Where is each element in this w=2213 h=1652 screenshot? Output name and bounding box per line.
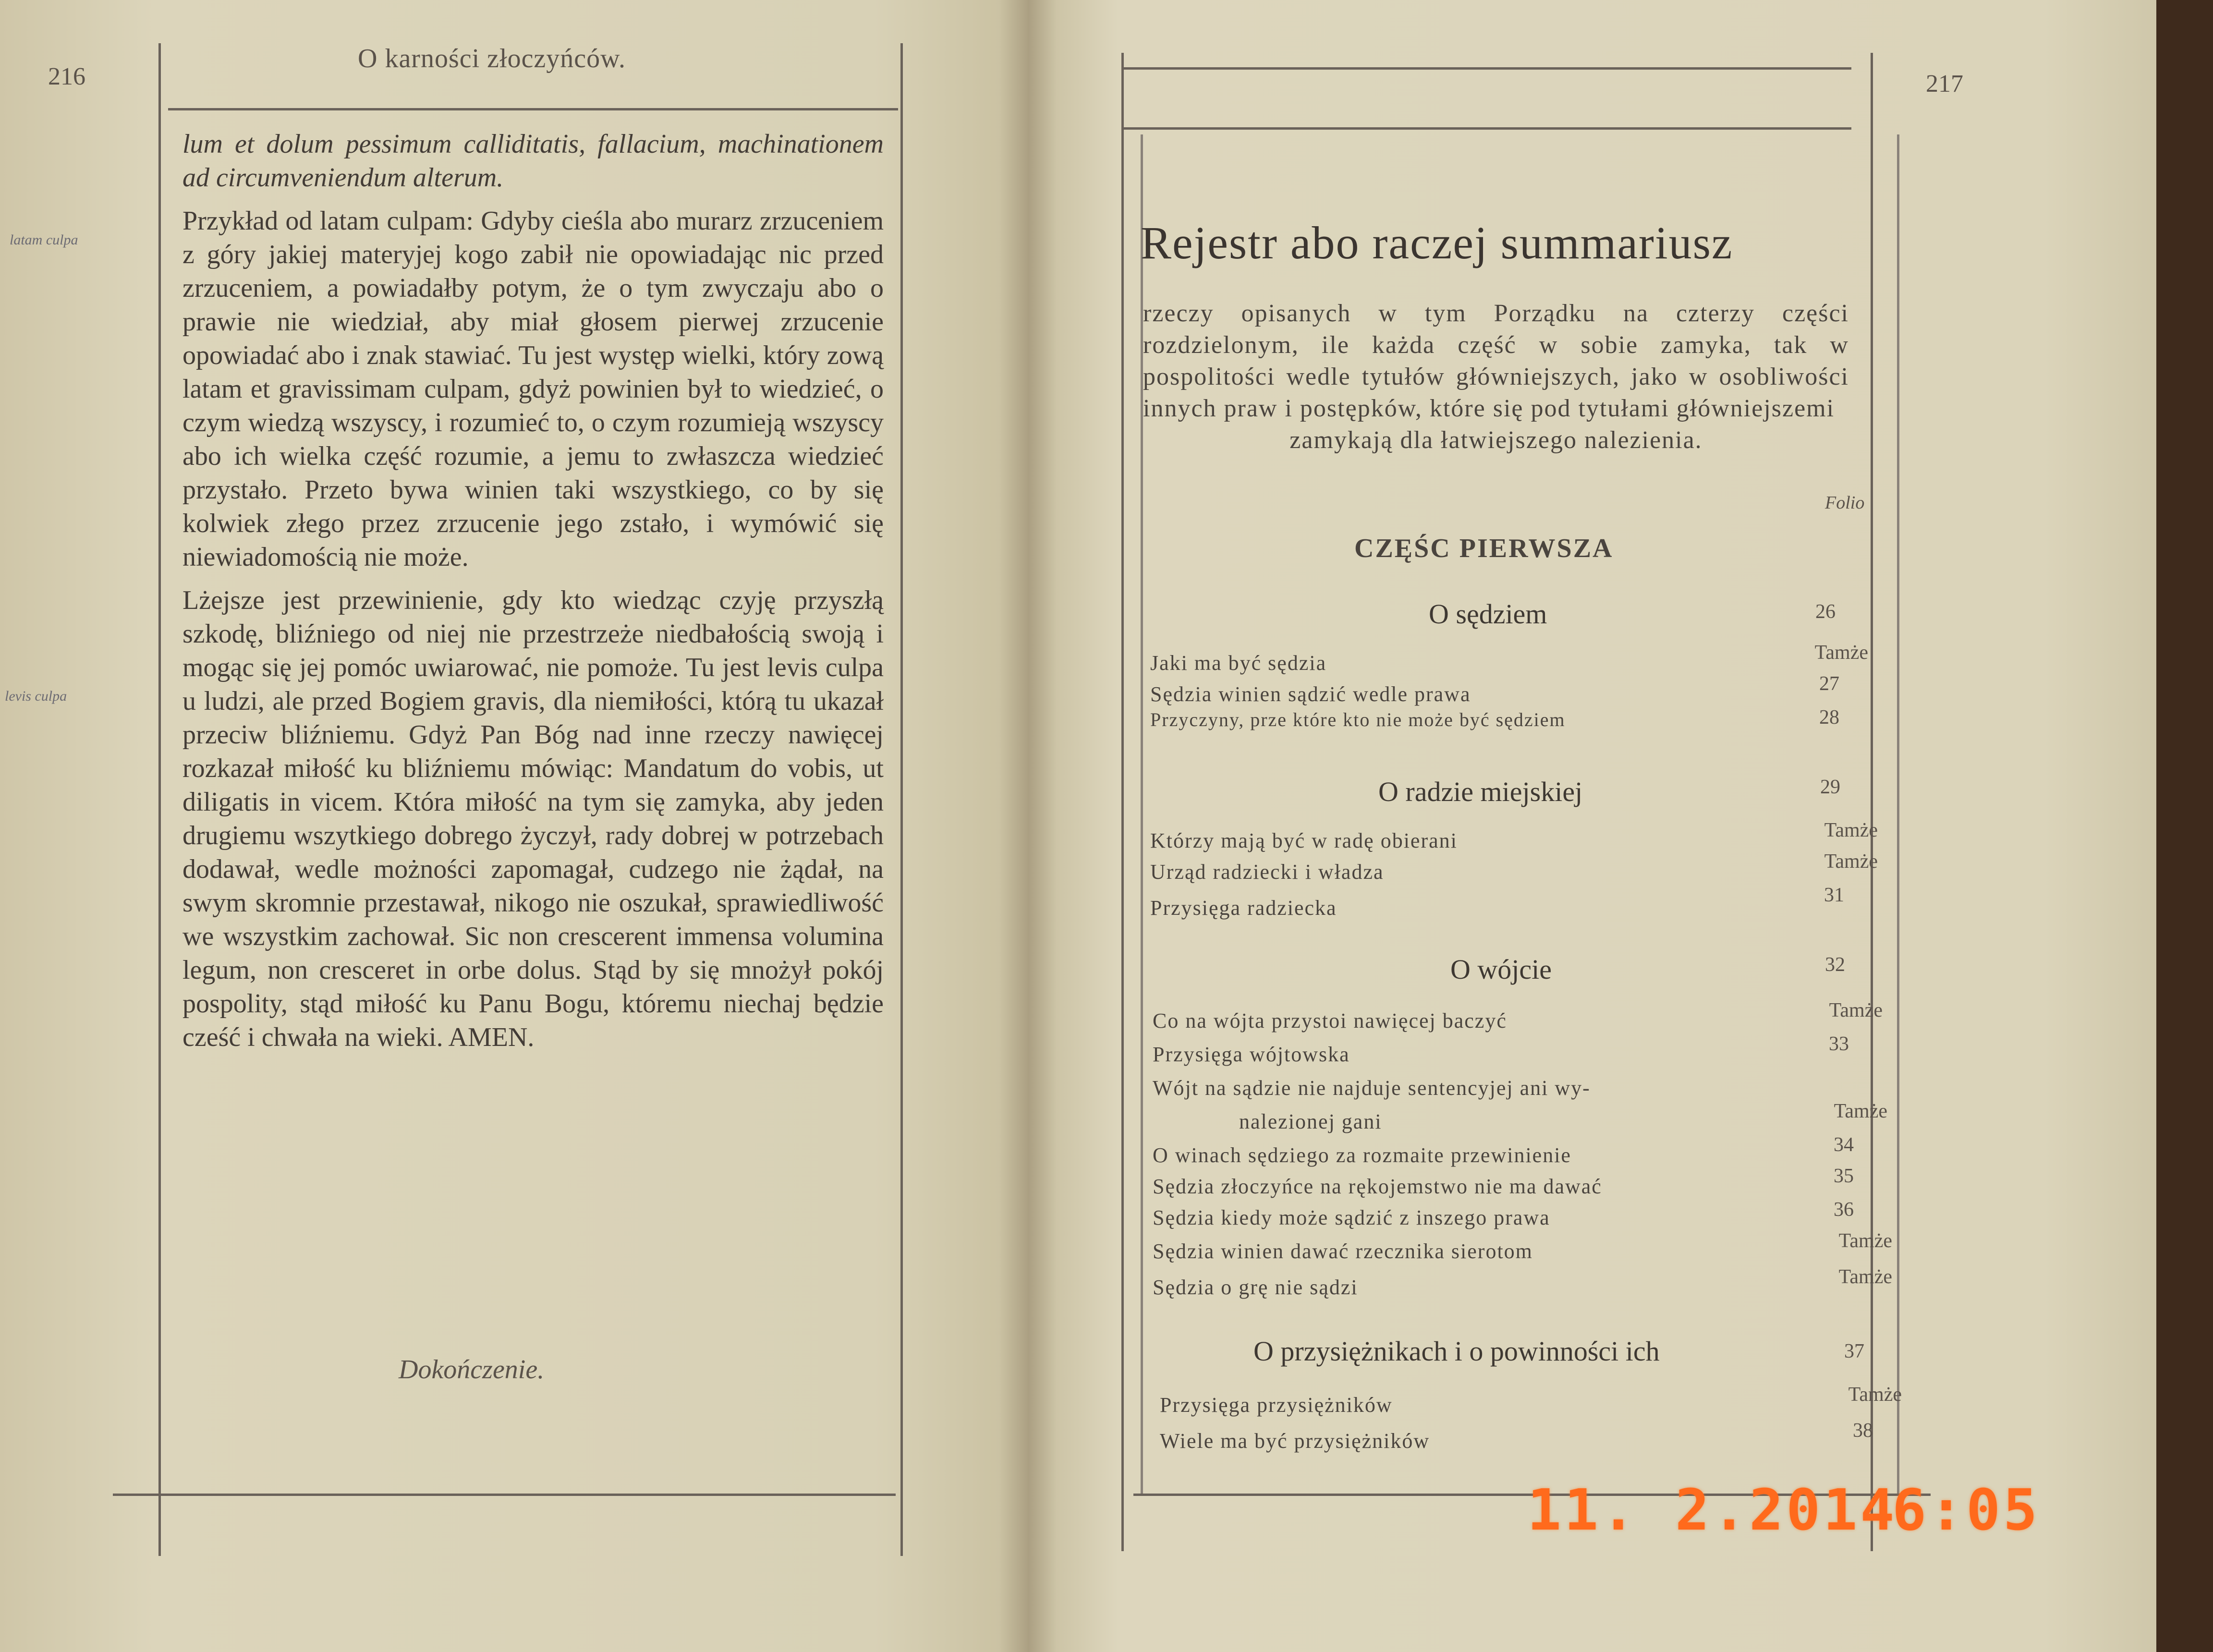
folio-label: Folio (1825, 493, 1865, 513)
entry-4-1: Przysięga przysiężników (1160, 1393, 1393, 1417)
entry-2-3: Przysięga radziecka (1150, 896, 1337, 920)
section-number-3: 32 (1825, 954, 1845, 976)
entry-3-7-value: 36 (1834, 1199, 1854, 1221)
entry-3-8-value: Tamże (1838, 1230, 1892, 1252)
entry-4-2-value: 38 (1853, 1420, 1873, 1442)
entry-3-6: Sędzia złoczyńce na rękojemstwo nie ma dawać (1153, 1175, 1602, 1198)
left-header-rule (168, 108, 898, 110)
book-gutter (999, 0, 1057, 1652)
entry-3-9: Sędzia o grę nie sądzi (1153, 1275, 1358, 1299)
entry-2-2-value: Tamże (1824, 850, 1878, 873)
entry-3-6-value: 35 (1834, 1165, 1854, 1187)
entry-3-1-value: Tamże (1829, 999, 1883, 1021)
left-footer-rule (113, 1494, 896, 1496)
section-heading-1: O sędziem (1429, 598, 1547, 630)
paragraph-3: Lżejsze jest przewinienie, gdy kto wiedząc czyję przyszłą szkodę, bliźniego od niej nie przestrzeże niedbałością swoją i mogąc się jej pomóc uwiarować, nie pomoże. Tu jest levis culpa u ludzi, ale przed Bogiem gravis, dla niemiłości, którą tu ukazał przeciw bliźniemu. Gdyż Pan Bóg nad inne rzeczy nawięcej rozkazał miłość ku bliźniemu mówiąc: Mandatum do vobis, ut diligatis in vicem. Która miłość na tym się zamyka, aby jeden drugiemu wszytkiego dobrego życzył, rady dobrej w potrzebach dodawał, wedle możności zapomagał, cudzego nie żądał, na swym skromnie przestawał, nikogo nie oszukał, sprawiedliwość we wszystkim zachował. Sic non crescerent immensa volumina legum, non cresceret in orbe dolus. Stąd by się mnożył pokój pospolity, stąd miłość ku Panu Bogu, któremu niechaj będzie cześć i chwała na wieki. AMEN. (182, 585, 884, 1052)
left-running-head: O karności złoczyńców. (358, 44, 626, 73)
entry-2-3-value: 31 (1824, 884, 1844, 906)
entry-3-2-value: 33 (1829, 1033, 1849, 1055)
entry-4-1-value: Tamże (1848, 1384, 1902, 1406)
entry-1-1-value: Tamże (1814, 642, 1868, 664)
paragraph-1: lum et dolum pessimum calliditatis, fallacium, machinationem ad circumveniendum alterum. (182, 129, 884, 193)
entry-3-1: Co na wójta przystoi nawięcej baczyć (1153, 1009, 1507, 1032)
entry-1-2-value: 27 (1819, 673, 1839, 695)
entry-1-3: Przyczyny, prze które kto nie może być sędziem (1150, 709, 1566, 730)
section-heading-2: O radzie miejskiej (1378, 776, 1583, 807)
entry-3-2: Przysięga wójtowska (1153, 1043, 1350, 1066)
right-page-number: 217 (1926, 70, 1963, 97)
entry-4-2: Wiele ma być przysiężników (1160, 1429, 1430, 1453)
entry-3-7: Sędzia kiedy może sądzić z inszego prawa (1153, 1206, 1550, 1229)
entry-3-5: O winach sędziego za rozmaite przewinienie (1153, 1143, 1571, 1167)
section-heading-4: O przysiężnikach i o powinności ich (1253, 1336, 1660, 1367)
part-title: CZĘŚC PIERWSZA (1354, 534, 1614, 563)
margin-note-2: levis culpa (5, 688, 67, 704)
section-number-1: 26 (1815, 601, 1836, 623)
entry-3-3: Wójt na sądzie nie najduje sentencyjej ani wy- (1153, 1076, 1591, 1100)
entry-3-4-value: Tamże (1834, 1100, 1887, 1122)
entry-1-2: Sędzia winien sądzić wedle prawa (1150, 682, 1471, 706)
paragraph-2: Przykład od latam culpam: Gdyby cieśla abo murarz zrzuceniem z góry jakiej materyjej kogo zabił nie opowiadając nic przed zrzuceniem, a powiadałby potym, że o tym zwyczaju abo o prawie nie wiedział, aby miał głosem pierwej zrzucenie opowiadać abo i znak stawiać. Tu jest występ wielki, który zową latam et gravissimam culpam, gdyż powinien był to wiedzieć, o czym wiedzą wszyscy, i rozumieć to, o czym rozumieją wszyscy abo ich wielka część rozumie, a jemu to zwłaszcza wiedzieć przystało. Przeto bywa winien taki wszystkiego, co by się kolwiek złego przez zrzucenie jego zstało, i wymówić się niewiadomością nie może. (182, 206, 884, 572)
left-page-number: 216 (48, 63, 85, 90)
entry-3-5-value: 34 (1834, 1134, 1854, 1156)
entry-2-2: Urząd radziecki i władza (1150, 860, 1384, 884)
register-intro (1143, 298, 1849, 456)
entry-2-1-value: Tamże (1824, 819, 1878, 841)
section-number-4: 37 (1844, 1340, 1864, 1362)
entry-1-3-value: 28 (1819, 706, 1839, 729)
section-number-2: 29 (1820, 776, 1840, 798)
entry-2-1: Którzy mają być w radę obierani (1150, 829, 1458, 852)
register-title: Rejestr abo raczej summariusz (1141, 217, 1733, 268)
ending-text: Dokończenie. (399, 1355, 545, 1385)
camera-date-stamp: 11. 2.2014 (1527, 1477, 1897, 1543)
register-intro-last: zamykają dla łatwiejszego nalezienia. (1289, 426, 1702, 454)
left-text-block (182, 127, 884, 1064)
margin-note-1: latam culpa (10, 232, 78, 248)
background-edge (2156, 0, 2213, 1652)
right-header-rule (1121, 127, 1851, 130)
entry-3-4: nalezionej gani (1239, 1110, 1382, 1133)
entry-3-8: Sędzia winien dawać rzecznika sierotom (1153, 1239, 1533, 1263)
entry-3-9-value: Tamże (1838, 1266, 1892, 1288)
section-heading-3: O wójcie (1450, 954, 1552, 985)
camera-time-stamp: 6:05 (1892, 1477, 2041, 1543)
right-header-rule-top (1121, 67, 1851, 70)
register-intro-text: rzeczy opisanych w tym Porządku na czterzy części rozdzielonym, ile każda część w sobie zamyka, tak w pospolitości wedle tytułów główniejszych, jako w osobliwości innych praw i postępków, które się pod tytułami główniejszemi (1143, 300, 1849, 422)
entry-1-1: Jaki ma być sędzia (1150, 651, 1327, 675)
